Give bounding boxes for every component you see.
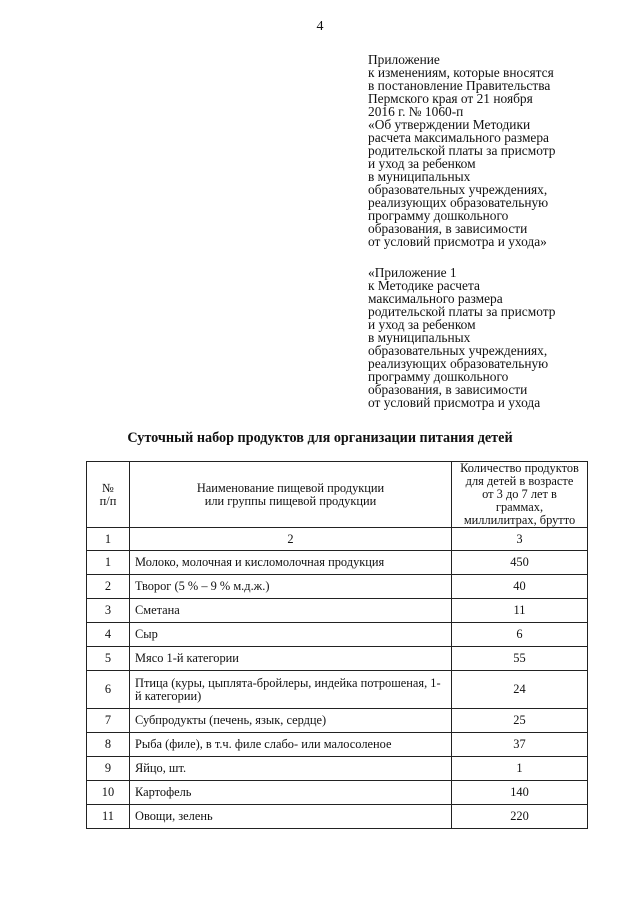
table-row: [87, 805, 588, 829]
product-quantity: 25: [452, 709, 588, 733]
product-name: Картофель: [130, 781, 452, 805]
row-number: 7: [87, 709, 130, 733]
product-quantity: 140: [452, 781, 588, 805]
product-name: Мясо 1-й категории: [130, 647, 452, 671]
table-row: [87, 623, 588, 647]
product-quantity: 450: [452, 551, 588, 575]
annex-1-line: к Методике расчета: [368, 278, 480, 293]
annex-header-line: родительской платы за присмотр: [368, 143, 556, 158]
row-number: 5: [87, 647, 130, 671]
annex-1-line: образовательных учреждениях,: [368, 343, 548, 358]
table-row: [87, 757, 588, 781]
product-quantity: 1: [452, 757, 588, 781]
annex-header-line: образования, в зависимости: [368, 221, 528, 236]
table-row: [87, 647, 588, 671]
table-row: [87, 733, 588, 757]
table-row: [87, 599, 588, 623]
product-name: Птица (куры, цыплята-бройлеры, индейка потрошеная, 1-й категории): [130, 671, 452, 709]
product-name: Овощи, зелень: [130, 805, 452, 829]
header-qty-line: Количество продуктов: [460, 461, 579, 475]
header-qty-line: от 3 до 7 лет в граммах,: [482, 487, 557, 514]
row-number: 4: [87, 623, 130, 647]
annex-header-line: от условий присмотра и ухода»: [368, 234, 547, 249]
product-quantity: 6: [452, 623, 588, 647]
product-quantity: 40: [452, 575, 588, 599]
page-number: 4: [316, 19, 324, 34]
header-qty-line: миллилитрах, брутто: [463, 513, 576, 527]
row-number: 11: [87, 805, 130, 829]
row-number: 10: [87, 781, 130, 805]
annex-1-line: образования, в зависимости: [368, 382, 528, 397]
annex-1-header: [368, 266, 608, 409]
row-number: 9: [87, 757, 130, 781]
product-name: Субпродукты (печень, язык, сердце): [130, 709, 452, 733]
product-quantity: 11: [452, 599, 588, 623]
annex-header-line: реализующих образовательную: [368, 195, 549, 210]
header-number-line: №: [102, 480, 114, 495]
annex-1-line: программу дошкольного: [368, 369, 509, 384]
annex-1-line: родительской платы за присмотр: [368, 304, 556, 319]
annex-header-line: и уход за ребенком: [368, 156, 476, 171]
annex-1-line: максимального размера: [368, 291, 503, 306]
table-row: [87, 781, 588, 805]
annex-header-line: 2016 г. № 1060-п: [368, 104, 464, 119]
table-row: [87, 709, 588, 733]
column-index: 1: [87, 528, 130, 551]
annex-1-line: в муниципальных: [368, 330, 471, 345]
product-name: Творог (5 % – 9 % м.д.ж.): [130, 575, 452, 599]
food-set-table: [86, 461, 588, 829]
header-quantity: [452, 462, 588, 528]
annex-header-line: в постановление Правительства: [368, 78, 551, 93]
annex-1-line: «Приложение 1: [368, 265, 457, 280]
product-name: Сыр: [130, 623, 452, 647]
annex-1-line: и уход за ребенком: [368, 317, 476, 332]
product-name: Молоко, молочная и кисломолочная продукция: [130, 551, 452, 575]
product-quantity: 55: [452, 647, 588, 671]
product-quantity: 24: [452, 671, 588, 709]
annex-header: [368, 53, 608, 248]
header-product-name: [130, 462, 452, 528]
header-number: [87, 462, 130, 528]
row-number: 3: [87, 599, 130, 623]
annex-header-line: к изменениям, которые вносятся: [368, 65, 554, 80]
column-index-row: [87, 528, 588, 551]
product-name: Яйцо, шт.: [130, 757, 452, 781]
table-row: [87, 575, 588, 599]
annex-header-line: Пермского края от 21 ноября: [368, 91, 533, 106]
annex-1-line: реализующих образовательную: [368, 356, 549, 371]
header-qty-line: для детей в возрасте: [465, 474, 574, 488]
column-index: 2: [130, 528, 452, 551]
header-name-line: или группы пищевой продукции: [204, 493, 377, 508]
row-number: 1: [87, 551, 130, 575]
header-name-line: Наименование пищевой продукции: [196, 480, 385, 495]
product-quantity: 37: [452, 733, 588, 757]
annex-header-line: образовательных учреждениях,: [368, 182, 548, 197]
annex-1-line: от условий присмотра и ухода: [368, 395, 541, 410]
product-name: Рыба (филе), в т.ч. филе слабо- или малосоленое: [130, 733, 452, 757]
column-index: 3: [452, 528, 588, 551]
annex-header-line: в муниципальных: [368, 169, 471, 184]
document-title: Суточный набор продуктов для организации питания детей: [127, 430, 513, 446]
row-number: 6: [87, 671, 130, 709]
annex-header-line: расчета максимального размера: [368, 130, 549, 145]
annex-header-line: программу дошкольного: [368, 208, 509, 223]
row-number: 2: [87, 575, 130, 599]
product-name: Сметана: [130, 599, 452, 623]
annex-header-line: «Об утверждении Методики: [368, 117, 531, 132]
table-header-row: [87, 462, 588, 528]
row-number: 8: [87, 733, 130, 757]
table-row: [87, 671, 588, 709]
product-quantity: 220: [452, 805, 588, 829]
header-number-line: п/п: [99, 493, 117, 508]
table-row: [87, 551, 588, 575]
annex-header-line: Приложение: [368, 52, 440, 67]
